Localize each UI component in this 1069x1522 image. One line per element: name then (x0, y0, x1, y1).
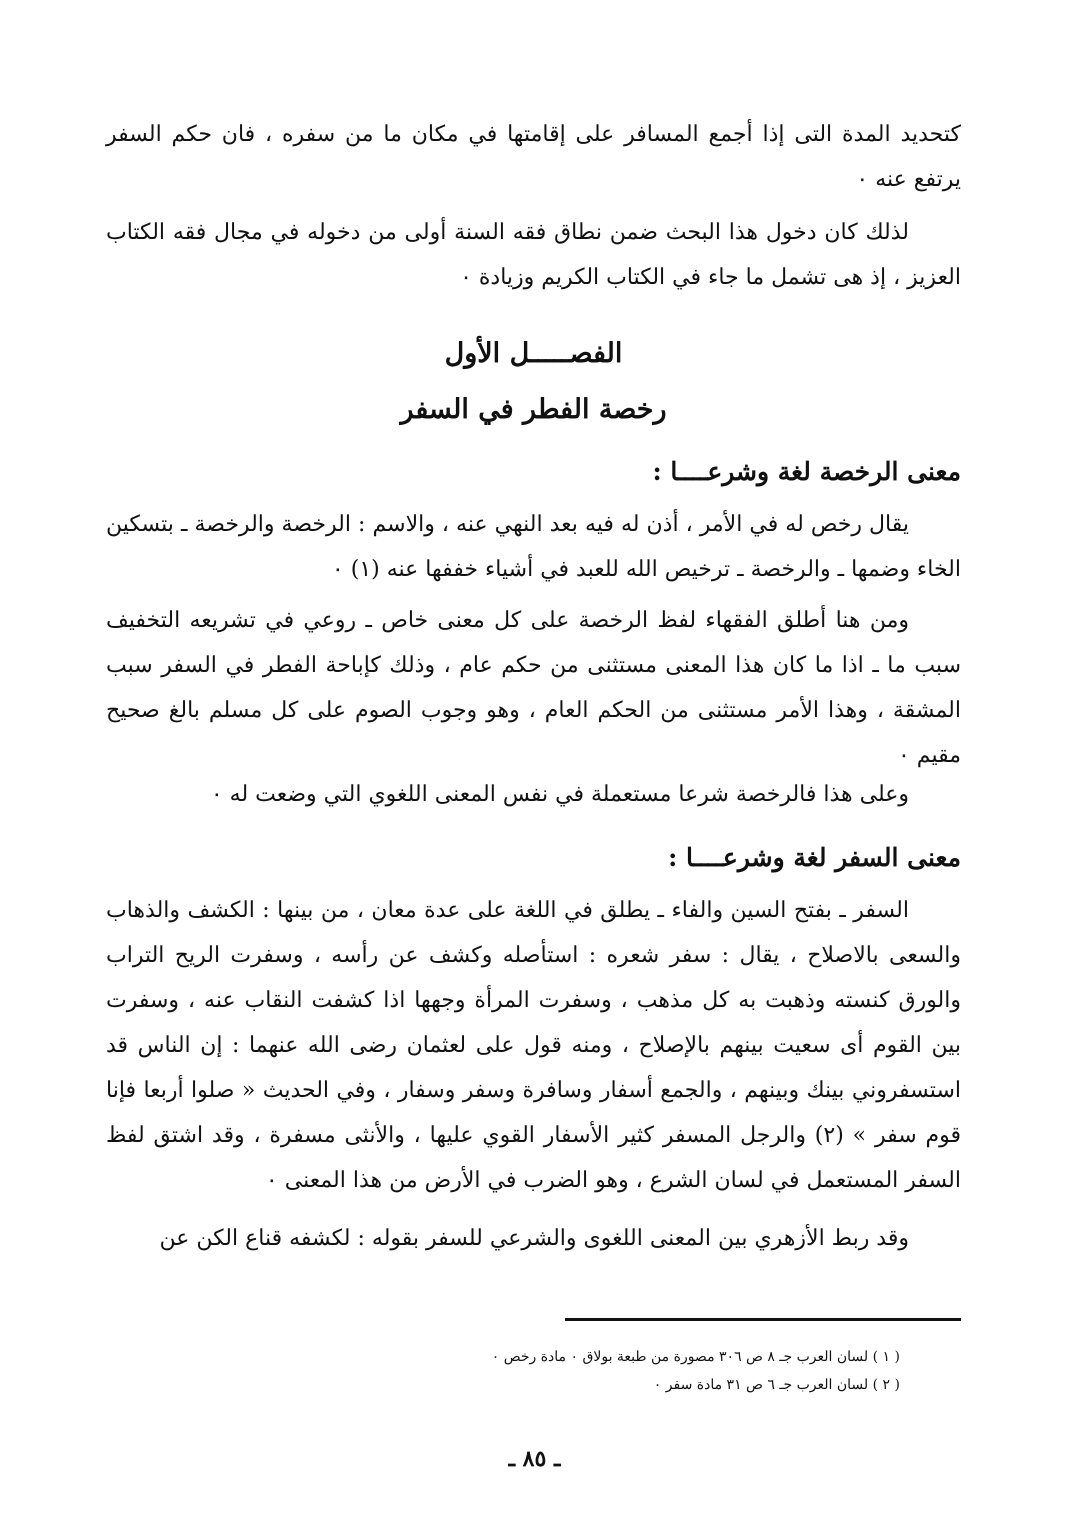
paragraph-rukhsa-shar: وعلى هذا فالرخصة شرعا مستعملة في نفس المعنى اللغوي التي وضعت له ٠ (210, 782, 909, 807)
paragraph-safar: السفر ـ بفتح السين والفاء ـ يطلق في اللغة على عدة معان ، من بينها : الكشف والذهاب والسعى بالاصلاح ، يقال : سفر شعره : استأصله وكشف عن رأسه ، وسفرت الريح التراب والورق كنسته وذهبت به كل مذهب ، وسفرت المرأة وجهها اذا كشفت النقاب عنه ، وسفرت بين القوم أى سعيت بينهم بالإصلاح ، ومنه قول على لعثمان رضى الله عنهما : إن الناس قد استسفروني بينك وبينهم ، والجمع أسفار وسافرة وسفر وسفار ، وفي الحديث « صلوا أربعا فإنا قوم سفر » (٢) والرجل المسفر كثير الأسفار القوي عليها ، والأنثى مسفرة ، وقد اشتق لفظ السفر المستعمل في لسان الشرع ، وهو الضرب في الأرض من هذا المعنى ٠ (106, 898, 961, 1193)
paragraph-therefore: لذلك كان دخول هذا البحث ضمن نطاق فقه السنة أولى من دخوله في مجال فقه الكتاب العزيز ، إذ هى تشمل ما جاء في الكتاب الكريم وزيادة ٠ (106, 220, 961, 290)
footnote-2: ( ٢ ) لسان العرب جـ ٦ ص ٣١ مادة سفر ٠ (653, 1377, 900, 1393)
paragraph-rukhsa-lugha: يقال رخص له في الأمر ، أذن له فيه بعد النهي عنه ، والاسم : الرخصة والرخصة ـ بتسكين الخاء وضمها ـ والرخصة ـ ترخيص الله للعبد في أشياء خففها عنه (١) ٠ (106, 512, 961, 582)
footnote-1: ( ١ ) لسان العرب جـ ٨ ص ٣٠٦ مصورة من طبعة بولاق ٠ مادة رخص ٠ (491, 1349, 900, 1365)
paragraph-rukhsa-fuqaha: ومن هنا أطلق الفقهاء لفظ الرخصة على كل معنى خاص ـ روعي في تشريعه التخفيف سبب ما ـ اذا ما كان هذا المعنى مستثنى من حكم عام ، وذلك كإباحة الفطر في السفر سبب المشقة ، وهذا الأمر مستثنى من الحكم العام ، وهو وجوب الصوم على كل مسلم بالغ صحيح مقيم ٠ (106, 608, 961, 768)
section-heading-rukhsa: معنى الرخصة لغة وشرعــــا : (652, 457, 961, 486)
paragraph-azhari: وقد ربط الأزهري بين المعنى اللغوى والشرعي للسفر بقوله : لكشفه قناع الكن عن (159, 1226, 909, 1251)
footnote-separator (565, 1318, 961, 1321)
section-heading-safar: معنى السفر لغة وشرعــــا : (668, 843, 961, 872)
chapter-title: الفصـــــل الأول (444, 338, 623, 369)
paragraph-intro: كتحديد المدة التى إذا أجمع المسافر على إقامتها في مكان ما من سفره ، فان حكم السفر يرتفع عنه ٠ (106, 122, 961, 192)
page-number: ـ ٨٥ ـ (508, 1446, 561, 1472)
chapter-subtitle: رخصة الفطر في السفر (400, 394, 667, 425)
